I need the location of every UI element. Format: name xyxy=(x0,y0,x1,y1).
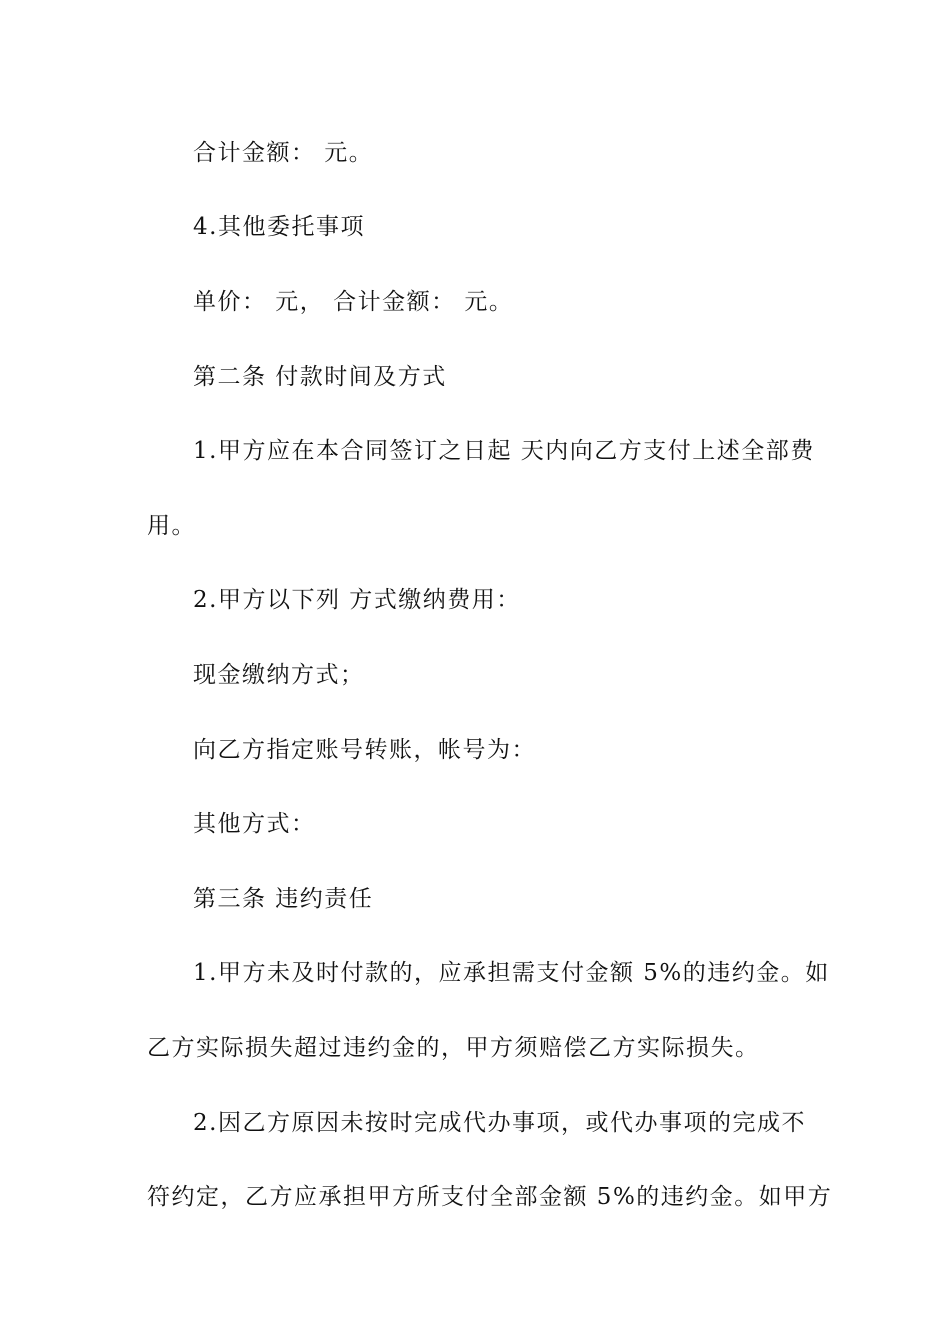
transfer-payment-option: 向乙方指定账号转账，帐号为： xyxy=(193,737,536,763)
other-payment-option: 其他方式： xyxy=(193,811,316,837)
article-2-heading: 第二条 付款时间及方式 xyxy=(193,364,447,390)
liability-clause-2-continued: 符约定，乙方应承担甲方所支付全部金额 5%的违约金。如甲方 xyxy=(147,1184,833,1210)
article-3-heading: 第三条 违约责任 xyxy=(193,886,374,912)
liability-clause-1: 1.甲方未及时付款的，应承担需支付金额 5%的违约金。如 xyxy=(193,960,830,986)
payment-clause-1-continued: 用。 xyxy=(147,513,196,539)
unit-price-line: 单价： 元， 合计金额： 元。 xyxy=(193,289,514,315)
liability-clause-1-continued: 乙方实际损失超过违约金的，甲方须赔偿乙方实际损失。 xyxy=(147,1035,760,1061)
total-amount-line: 合计金额： 元。 xyxy=(193,140,374,166)
payment-clause-1: 1.甲方应在本合同签订之日起 天内向乙方支付上述全部费 xyxy=(193,438,815,464)
payment-clause-2: 2.甲方以下列 方式缴纳费用： xyxy=(193,587,521,613)
liability-clause-2: 2.因乙方原因未按时完成代办事项，或代办事项的完成不 xyxy=(193,1110,806,1136)
cash-payment-option: 现金缴纳方式； xyxy=(193,662,365,688)
item-4-heading: 4.其他委托事项 xyxy=(193,214,365,240)
